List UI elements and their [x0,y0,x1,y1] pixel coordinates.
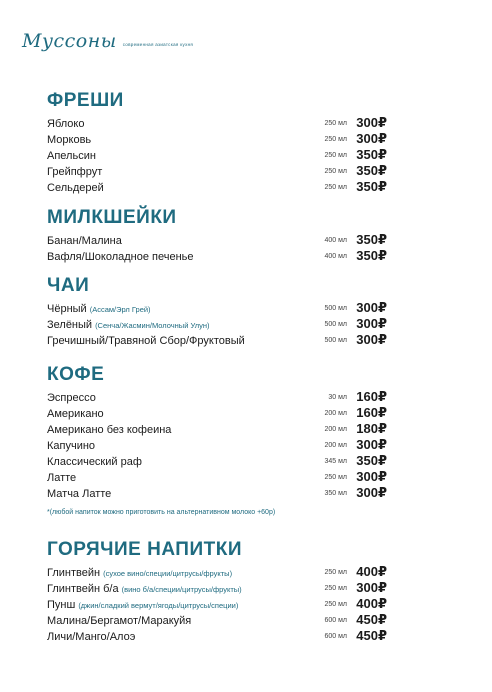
item-volume: 200 мл [324,410,347,417]
menu-item [47,405,387,421]
item-volume: 30 мл [328,394,347,401]
menu-item [47,580,387,596]
item-volume: 250 мл [324,136,347,143]
item-price: 350₽ [356,147,387,162]
section-milkshakes [47,207,387,264]
menu-item [47,248,387,264]
menu-item [47,115,387,131]
menu-item [47,131,387,147]
tagline: современная азиатская кухня [122,42,194,47]
menu-item [47,453,387,469]
item-name: Пунш [47,599,76,611]
item-name: Классический раф [47,456,142,468]
item-price: 300₽ [356,580,387,595]
section-coffee [47,364,387,501]
item-price: 400₽ [356,596,387,611]
item-name: Американо без кофеина [47,424,172,436]
menu-item [47,469,387,485]
item-price: 160₽ [356,389,387,404]
menu-item [47,179,387,195]
item-price: 300₽ [356,300,387,315]
item-name: Зелёный [47,319,93,331]
item-name: Матча Латте [47,488,112,500]
item-volume: 600 мл [324,633,347,640]
section-hot-drinks [47,539,387,644]
item-volume: 250 мл [324,585,347,592]
item-volume: 250 мл [324,120,347,127]
item-price: 400₽ [356,564,387,579]
item-name: Чёрный [47,303,87,315]
item-note: (Ассам/Эрл Грей) [89,305,151,314]
item-volume: 400 мл [324,237,347,244]
menu-item [47,389,387,405]
item-volume: 200 мл [324,426,347,433]
item-name: Банан/Малина [47,235,122,247]
item-volume: 350 мл [324,490,347,497]
item-name: Морковь [47,134,92,146]
item-price: 350₽ [356,232,387,247]
item-price: 350₽ [356,453,387,468]
menu-item [47,232,387,248]
item-volume: 250 мл [324,152,347,159]
item-name: Капучино [47,440,96,452]
item-price: 300₽ [356,131,387,146]
item-price: 450₽ [356,612,387,627]
header [22,28,193,52]
section-freshes [47,90,387,195]
menu-item [47,332,387,348]
item-name: Вафля/Шоколадное печенье [47,251,194,263]
item-note: (вино б/а/специи/цитрусы/фрукты) [121,585,242,594]
section-title: ГОРЯЧИЕ НАПИТКИ [47,539,242,560]
section-title: ЧАИ [47,275,90,296]
footnote: *(любой напиток можно приготовить на альтернативном молоко +60р) [47,509,276,516]
item-volume: 250 мл [324,168,347,175]
item-price: 350₽ [356,179,387,194]
item-name: Личи/Манго/Алоэ [47,631,136,643]
item-volume: 250 мл [324,569,347,576]
menu-item [47,485,387,501]
item-volume: 600 мл [324,617,347,624]
item-name: Сельдерей [47,182,104,194]
item-name: Гречишный/Травяной Сбор/Фруктовый [47,335,245,347]
item-price: 300₽ [356,316,387,331]
menu-item [47,300,387,316]
menu-item [47,421,387,437]
item-volume: 200 мл [324,442,347,449]
menu-item [47,596,387,612]
menu-item [47,628,387,644]
section-title: ФРЕШИ [47,90,124,111]
section-title: МИЛКШЕЙКИ [47,207,177,228]
item-name: Апельсин [47,150,96,162]
item-name: Глинтвейн б/а [47,583,119,595]
section-title: КОФЕ [47,364,105,385]
item-name: Малина/Бергамот/Маракуйя [47,615,192,627]
item-price: 160₽ [356,405,387,420]
item-name: Латте [47,472,77,484]
item-volume: 500 мл [324,321,347,328]
item-note: (Сенча/Жасмин/Молочный Улун) [95,321,210,330]
menu-item [47,316,387,332]
item-name: Яблоко [47,118,85,130]
item-name: Грейпфрут [47,166,103,178]
item-note: (джин/сладкий вермут/ягоды/цитрусы/специи) [78,601,239,610]
menu-item [47,163,387,179]
item-volume: 500 мл [324,305,347,312]
item-price: 300₽ [356,332,387,347]
item-name: Эспрессо [47,392,96,404]
menu-item [47,564,387,580]
item-note: (сухое вино/специи/цитрусы/фрукты) [103,569,233,578]
item-volume: 250 мл [324,601,347,608]
menu-item [47,612,387,628]
section-teas [47,275,387,348]
item-name: Глинтвейн [47,567,101,579]
item-price: 300₽ [356,437,387,452]
item-price: 350₽ [356,248,387,263]
logo: Муссоны [22,30,117,52]
item-price: 350₽ [356,163,387,178]
menu-item [47,437,387,453]
item-volume: 250 мл [324,184,347,191]
item-price: 300₽ [356,115,387,130]
menu-item [47,147,387,163]
item-volume: 500 мл [324,337,347,344]
item-volume: 250 мл [324,474,347,481]
item-name: Американо [47,408,104,420]
item-price: 180₽ [356,421,387,436]
item-volume: 345 мл [324,458,347,465]
item-price: 300₽ [356,469,387,484]
item-price: 450₽ [356,628,387,643]
item-price: 300₽ [356,485,387,500]
item-volume: 400 мл [324,253,347,260]
